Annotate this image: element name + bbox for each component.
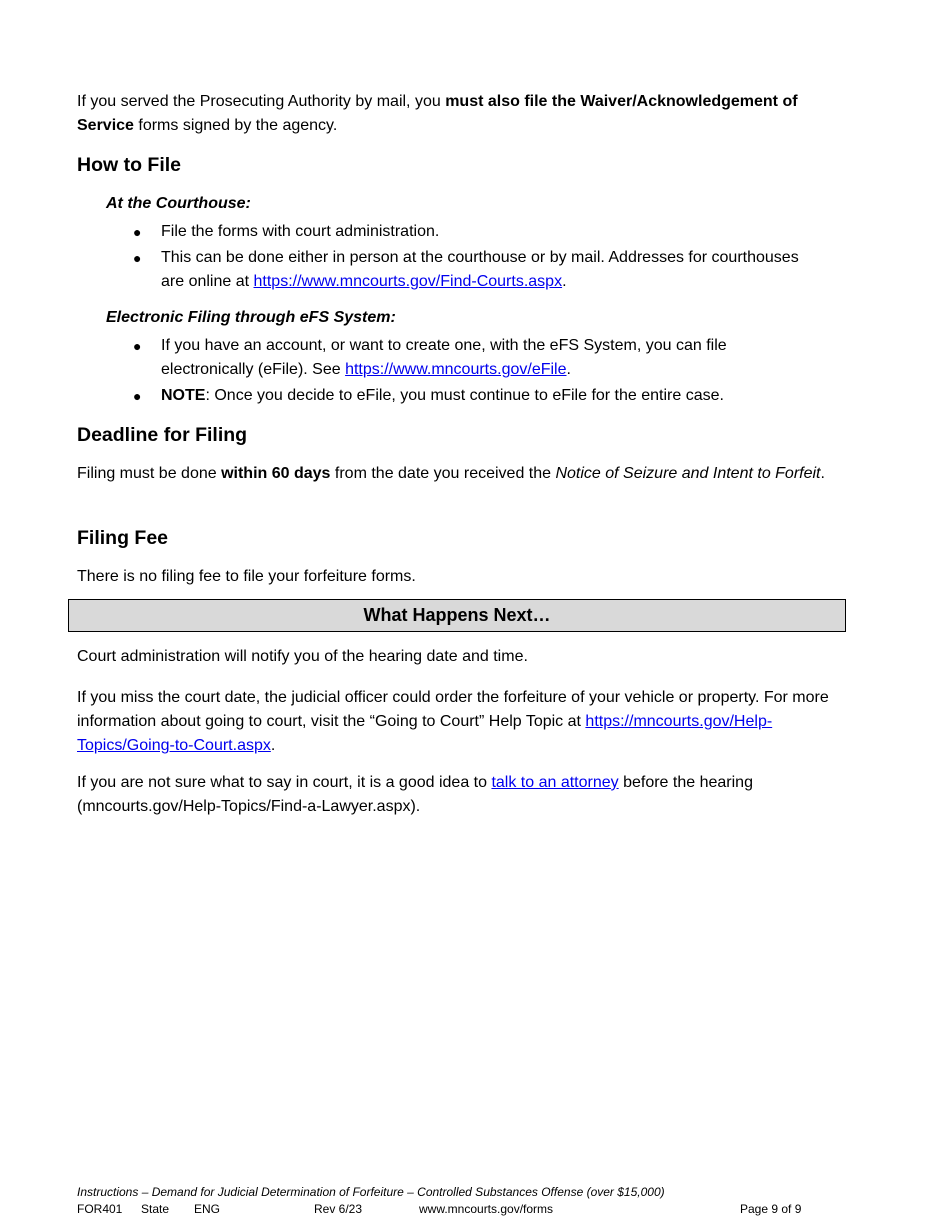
deadline-text: Filing must be done (77, 465, 222, 482)
bullet-text: File the forms with court administration. (161, 223, 440, 240)
bullet-icon: ● (133, 388, 142, 404)
courthouse-bullet-list (133, 220, 813, 296)
deadline-text-end: . (820, 465, 825, 482)
intro-bold-text: must also file the Waiver/Acknowledgement of Service (77, 93, 798, 134)
bullet-text: : Once you decide to eFile, you must continue to eFile for the entire case. (205, 387, 724, 404)
bullet-text-end: . (566, 361, 571, 378)
intro-text: If you served the Prosecuting Authority by mail, you (77, 93, 446, 110)
intro-paragraph (77, 90, 847, 138)
court-date-paragraph (77, 686, 837, 758)
filing-fee-paragraph: There is no filing fee to file your forfeiture forms. (77, 568, 416, 585)
talk-to-attorney-link[interactable]: talk to an attorney (491, 774, 619, 791)
courthouse-subheading: At the Courthouse: (106, 195, 251, 212)
deadline-text-mid: from the date you received the (330, 465, 556, 482)
footer-scope: State (141, 1202, 170, 1216)
bullet-icon: ● (133, 224, 142, 240)
list-item (133, 220, 813, 244)
notice-title: Notice of Seizure and Intent to Forfeit (555, 465, 821, 482)
deadline-heading: Deadline for Filing (77, 424, 248, 446)
efile-link[interactable]: https://www.mncourts.gov/eFile (345, 361, 567, 378)
court-date-text-end: . (270, 737, 276, 754)
bullet-icon: ● (133, 338, 142, 354)
how-to-file-heading: How to File (77, 154, 181, 176)
filing-fee-heading: Filing Fee (77, 527, 169, 549)
attorney-text: If you are not sure what to say in court, it is a good idea to (77, 774, 492, 791)
footer-url: www.mncourts.gov/forms (419, 1202, 554, 1216)
attorney-paragraph (77, 771, 822, 819)
footer-revision: Rev 6/23 (314, 1202, 363, 1216)
deadline-paragraph (77, 462, 847, 486)
going-to-court-link[interactable]: https://mncourts.gov/Help-Topics/Going-to-Court.aspx (77, 713, 773, 754)
deadline-bold-text: within 60 days (221, 465, 331, 482)
intro-text-end: forms signed by the agency. (133, 117, 338, 134)
attorney-text-end: before the hearing (mncourts.gov/Help-Topics/Find-a-Lawyer.aspx). (77, 774, 753, 815)
list-item (133, 246, 813, 294)
footer-language: ENG (194, 1202, 221, 1216)
list-item (133, 334, 813, 382)
bullet-text-end: . (562, 273, 567, 290)
efile-subheading: Electronic Filing through eFS System: (106, 309, 396, 326)
footer-title: Instructions – Demand for Judicial Determination of Forfeiture – Controlled Substances Offense (over $15,000) (77, 1185, 665, 1199)
note-label: NOTE (161, 387, 206, 404)
find-courts-link[interactable]: https://www.mncourts.gov/Find-Courts.aspx (253, 273, 563, 290)
footer-form-id: FOR401 (77, 1202, 123, 1216)
list-item (133, 384, 813, 408)
bullet-icon: ● (133, 250, 142, 266)
bullet-text: This can be done either in person at the courthouse or by mail. Addresses for courthouses are online at (161, 249, 799, 290)
footer-page-number: Page 9 of 9 (740, 1202, 802, 1216)
efile-bullet-list (133, 334, 813, 410)
court-date-text: If you miss the court date, the judicial officer could order the forfeiture of your vehicle or property. For more information about going to court, visit the “Going to Court” Help Topic at (77, 689, 829, 730)
notify-paragraph: Court administration will notify you of the hearing date and time. (77, 648, 528, 665)
bullet-text: If you have an account, or want to create one, with the eFS System, you can file electronically (eFile). See (161, 337, 727, 378)
what-happens-next-banner: What Happens Next… (68, 599, 846, 632)
